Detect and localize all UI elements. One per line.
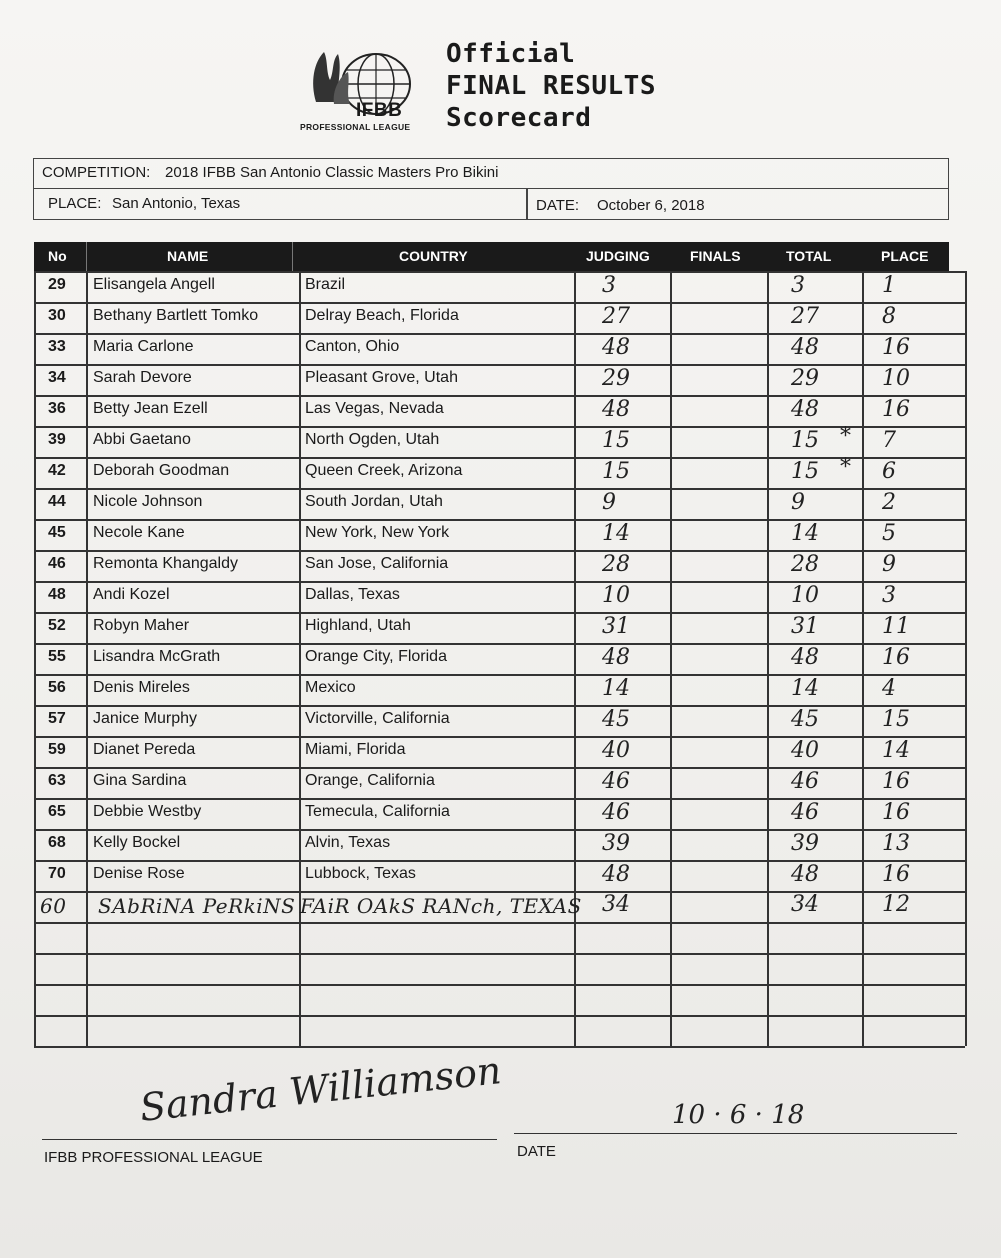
competitor-country: Miami, Florida: [305, 741, 406, 758]
column-divider: [34, 271, 36, 1046]
competitor-name: Sarah Devore: [93, 369, 192, 386]
competitor-country: Queen Creek, Arizona: [305, 462, 463, 479]
tie-mark: *: [840, 424, 851, 449]
competitor-country: New York, New York: [305, 524, 450, 541]
competitor-name: Gina Sardina: [93, 772, 187, 789]
header-finals: FINALS: [690, 248, 741, 264]
column-divider: [574, 271, 576, 1046]
competitor-name: Andi Kozel: [93, 586, 170, 603]
final-place: 16: [882, 800, 910, 825]
competition-label: COMPETITION:: [42, 164, 151, 181]
competition-info-box: [33, 158, 949, 220]
judging-score: 15: [602, 459, 630, 484]
final-place: 6: [882, 459, 896, 484]
competitor-country: Victorville, California: [305, 710, 450, 727]
competitor-country: Brazil: [305, 276, 346, 293]
row-divider: [34, 519, 965, 521]
competitor-name: Betty Jean Ezell: [93, 400, 208, 417]
column-divider: [767, 271, 769, 1046]
final-place: 16: [882, 645, 910, 670]
column-divider: [965, 271, 967, 1046]
row-number: 29: [48, 276, 66, 293]
final-place: 5: [882, 521, 896, 546]
judging-score: 40: [602, 738, 630, 763]
header-divider: [86, 242, 87, 271]
total-score: 28: [791, 552, 819, 577]
row-divider: [34, 767, 965, 769]
judging-score: 31: [602, 614, 630, 639]
row-divider: [34, 488, 965, 490]
competitor-country: Las Vegas, Nevada: [305, 400, 444, 417]
row-number: 57: [48, 710, 66, 727]
row-divider: [34, 984, 965, 986]
row-divider: [34, 457, 965, 459]
handwritten-date: 10 · 6 · 18: [672, 1100, 805, 1130]
row-number: 44: [48, 493, 66, 510]
competitor-country: Temecula, California: [305, 803, 450, 820]
total-score: 46: [791, 800, 819, 825]
title-line-2: FINAL RESULTS: [446, 71, 656, 101]
competitor-name: Denise Rose: [93, 865, 185, 882]
signature-line: [42, 1139, 497, 1140]
total-score: 31: [791, 614, 819, 639]
row-divider: [34, 612, 965, 614]
row-divider: [34, 736, 965, 738]
judging-score: 14: [602, 676, 630, 701]
place-label: PLACE:: [48, 195, 102, 212]
column-divider: [299, 271, 301, 1046]
total-score: 14: [791, 676, 819, 701]
competitor-name: Abbi Gaetano: [93, 431, 191, 448]
row-divider: [34, 798, 965, 800]
row-number: 33: [48, 338, 66, 355]
competitor-country: Delray Beach, Florida: [305, 307, 459, 324]
row-number: 45: [48, 524, 66, 541]
judging-score: 48: [602, 335, 630, 360]
competitor-name: Deborah Goodman: [93, 462, 230, 479]
judging-score: 28: [602, 552, 630, 577]
competitor-name: Remonta Khangaldy: [93, 555, 238, 572]
judging-score: 9: [602, 490, 616, 515]
competitor-name: Bethany Bartlett Tomko: [93, 307, 259, 324]
total-score: 45: [791, 707, 819, 732]
total-score: 9: [791, 490, 805, 515]
row-divider: [34, 1015, 965, 1017]
header-judging: JUDGING: [586, 248, 650, 264]
row-divider: [34, 581, 965, 583]
total-score: 48: [791, 645, 819, 670]
info-divider: [526, 189, 528, 220]
row-divider: [34, 953, 965, 955]
title-line-1: Official: [446, 39, 576, 69]
judging-score: 48: [602, 862, 630, 887]
results-table-body: [34, 271, 965, 1055]
competitor-name: Maria Carlone: [93, 338, 194, 355]
final-place: 16: [882, 769, 910, 794]
judging-score: 39: [602, 831, 630, 856]
total-score: 15: [791, 459, 819, 484]
competition-value: 2018 IFBB San Antonio Classic Masters Pro Bikini: [165, 164, 499, 181]
final-place: 10: [882, 366, 910, 391]
competitor-name: Elisangela Angell: [93, 276, 215, 293]
final-place: 9: [882, 552, 896, 577]
total-score: 46: [791, 769, 819, 794]
logo-subtext: PROFESSIONAL LEAGUE: [300, 122, 411, 132]
row-divider: [34, 395, 965, 397]
date-line: [514, 1133, 957, 1134]
final-place: 4: [882, 676, 896, 701]
competitor-country: San Jose, California: [305, 555, 449, 572]
judging-score: 45: [602, 707, 630, 732]
row-number: 30: [48, 307, 66, 324]
final-place: 11: [882, 614, 910, 639]
header-divider: [292, 242, 293, 271]
header-no: No: [48, 248, 67, 264]
date-footer-label: DATE: [517, 1143, 556, 1160]
competitor-country: North Ogden, Utah: [305, 431, 440, 448]
date-value: October 6, 2018: [597, 197, 705, 214]
row-divider: [34, 922, 965, 924]
header-name: NAME: [167, 248, 209, 264]
competitor-country: Highland, Utah: [305, 617, 411, 634]
competitor-name: Dianet Pereda: [93, 741, 196, 758]
row-divider: [34, 643, 965, 645]
row-divider: [34, 302, 965, 304]
judging-score: 10: [602, 583, 630, 608]
competitor-country: Dallas, Texas: [305, 586, 400, 603]
results-table-header: [34, 242, 949, 271]
competitor-country: Pleasant Grove, Utah: [305, 369, 458, 386]
column-divider: [670, 271, 672, 1046]
row-number: 55: [48, 648, 66, 665]
competitor-name: Janice Murphy: [93, 710, 198, 727]
final-place: 12: [882, 892, 910, 917]
final-place: 2: [882, 490, 896, 515]
competitor-country: Alvin, Texas: [305, 834, 391, 851]
row-number: 56: [48, 679, 66, 696]
total-score: 40: [791, 738, 819, 763]
judging-score: 27: [602, 304, 630, 329]
judging-score: 3: [602, 273, 616, 298]
competitor-name: Denis Mireles: [93, 679, 190, 696]
row-number: 63: [48, 772, 66, 789]
final-place: 15: [882, 707, 910, 732]
org-label: IFBB PROFESSIONAL LEAGUE: [44, 1149, 263, 1166]
date-label: DATE:: [536, 197, 580, 214]
total-score: 48: [791, 862, 819, 887]
final-place: 3: [882, 583, 896, 608]
judging-score: 29: [602, 366, 630, 391]
judging-score: 48: [602, 645, 630, 670]
competitor-name: Necole Kane: [93, 524, 185, 541]
competitor-country: FAiR OAkS RANch, TEXAS: [300, 894, 582, 918]
judging-score: 46: [602, 769, 630, 794]
total-score: 29: [791, 366, 819, 391]
judging-score: 48: [602, 397, 630, 422]
judging-score: 15: [602, 428, 630, 453]
row-divider: [34, 891, 965, 893]
row-number: 70: [48, 865, 66, 882]
row-divider: [34, 829, 965, 831]
column-divider: [86, 271, 88, 1046]
competitor-country: Orange, California: [305, 772, 435, 789]
row-number: 34: [48, 369, 66, 386]
competitor-name: Kelly Bockel: [93, 834, 181, 851]
final-place: 16: [882, 397, 910, 422]
final-place: 8: [882, 304, 896, 329]
row-divider: [34, 271, 965, 273]
row-divider: [34, 333, 965, 335]
row-divider: [34, 860, 965, 862]
place-value: San Antonio, Texas: [112, 195, 241, 212]
row-number: 42: [48, 462, 66, 479]
competitor-name: Nicole Johnson: [93, 493, 203, 510]
column-divider: [862, 271, 864, 1046]
total-score: 15: [791, 428, 819, 453]
tie-mark: *: [840, 455, 851, 480]
official-signature: Sandra Williamson: [137, 1048, 504, 1130]
competitor-country: Canton, Ohio: [305, 338, 400, 355]
total-score: 14: [791, 521, 819, 546]
header-place: PLACE: [881, 248, 929, 264]
final-place: 14: [882, 738, 910, 763]
row-number: 60: [40, 894, 67, 918]
total-score: 48: [791, 335, 819, 360]
title-line-3: Scorecard: [446, 103, 592, 133]
competitor-country: Lubbock, Texas: [305, 865, 416, 882]
competitor-country: Mexico: [305, 679, 356, 696]
final-place: 13: [882, 831, 910, 856]
row-divider: [34, 1046, 965, 1048]
header-total: TOTAL: [786, 248, 832, 264]
competitor-country: South Jordan, Utah: [305, 493, 443, 510]
row-divider: [34, 364, 965, 366]
total-score: 48: [791, 397, 819, 422]
row-divider: [34, 426, 965, 428]
competitor-name: SAbRiNA PeRkiNS: [98, 894, 296, 918]
row-number: 36: [48, 400, 66, 417]
final-place: 16: [882, 335, 910, 360]
judging-score: 14: [602, 521, 630, 546]
total-score: 3: [791, 273, 805, 298]
row-number: 46: [48, 555, 66, 572]
total-score: 27: [791, 304, 819, 329]
header-country: COUNTRY: [399, 248, 468, 264]
logo-ifbb-text: IFBB: [356, 100, 403, 121]
competitor-name: Lisandra McGrath: [93, 648, 221, 665]
document-title: [446, 38, 656, 134]
row-number: 48: [48, 586, 66, 603]
row-divider: [34, 705, 965, 707]
competitor-name: Debbie Westby: [93, 803, 202, 820]
row-divider: [34, 674, 965, 676]
total-score: 34: [791, 892, 819, 917]
total-score: 10: [791, 583, 819, 608]
row-number: 52: [48, 617, 66, 634]
competitor-name: Robyn Maher: [93, 617, 190, 634]
row-number: 59: [48, 741, 66, 758]
row-number: 68: [48, 834, 66, 851]
judging-score: 34: [602, 892, 630, 917]
total-score: 39: [791, 831, 819, 856]
row-number: 39: [48, 431, 66, 448]
final-place: 1: [882, 273, 896, 298]
row-divider: [34, 550, 965, 552]
competitor-country: Orange City, Florida: [305, 648, 447, 665]
row-number: 65: [48, 803, 66, 820]
final-place: 16: [882, 862, 910, 887]
judging-score: 46: [602, 800, 630, 825]
final-place: 7: [882, 428, 896, 453]
